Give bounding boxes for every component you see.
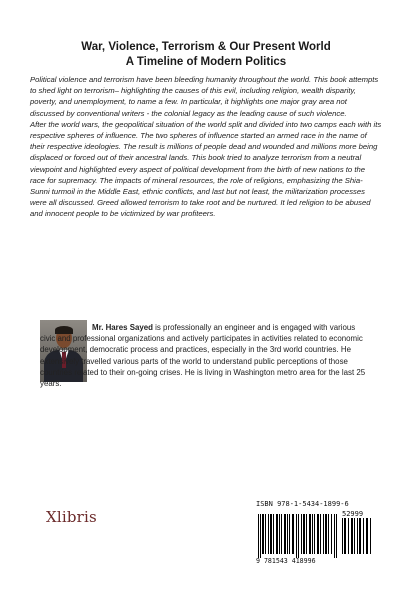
book-title-line-1: War, Violence, Terrorism & Our Present World: [81, 41, 331, 53]
price-code: 52999: [342, 510, 364, 518]
isbn-barcode: [256, 500, 376, 566]
author-name: Mr. Hares Sayed: [92, 323, 153, 332]
ean-digits: 9 781543 418996: [256, 557, 316, 565]
barcode-bars: [258, 514, 338, 558]
description-paragraph-1: Political violence and terrorism have been bleeding humanity throughout the world. This book attempts to shed light on terrorism– highlighting the causes of this evil, including religion, wealth disparity, poverty, and unemployment, to name a few. In particular, it highlights one major gray area not discussed by conventional writers - the colonial legacy as the leading cause of such violence.: [30, 75, 379, 118]
book-description: [30, 74, 382, 220]
book-title: [0, 40, 412, 70]
price-barcode-bars: [342, 518, 372, 554]
description-paragraph-2: After the world wars, the geopolitical situation of the world split and divided into two camps each with its respective spheres of influence. The two spheres of influence started an armed race in the name of their respective ideologies. The result is millions of people dead and wounded and millions more being displaced or forced out of their ancestral lands. This book tried to analyze terrorism from a neutral viewpoint and highlighted every aspect of political development from the birth of new nations to the race for supremacy. The impacts of mineral resources, the role of religions, emphasizing the Shia-Sunni turmoil in the Middle East, ethnic conflicts, and last but not least, the militarization processes were all discussed. Greed allowed terrorism to take root and be nurtured. It led religion to be abused and innocent people to be victimized by war profiteers.: [30, 119, 382, 219]
publisher-logo: Xlibris: [46, 508, 97, 526]
author-bio: [40, 322, 372, 389]
isbn-label: ISBN 978-1-5434-1899-6: [256, 500, 349, 508]
book-subtitle: A Timeline of Modern Politics: [125, 56, 287, 68]
author-bio-text: is professionally an engineer and is engaged with various civic and professional organizations and actively participates in activities related to economic development, democratic process and practices, especially in the 3rd world countries. He extensively travelled various parts of the world to understand public perceptions of those countries related to their on-going crises. He is living in Washington metro area for the last 25 years.: [40, 323, 366, 389]
